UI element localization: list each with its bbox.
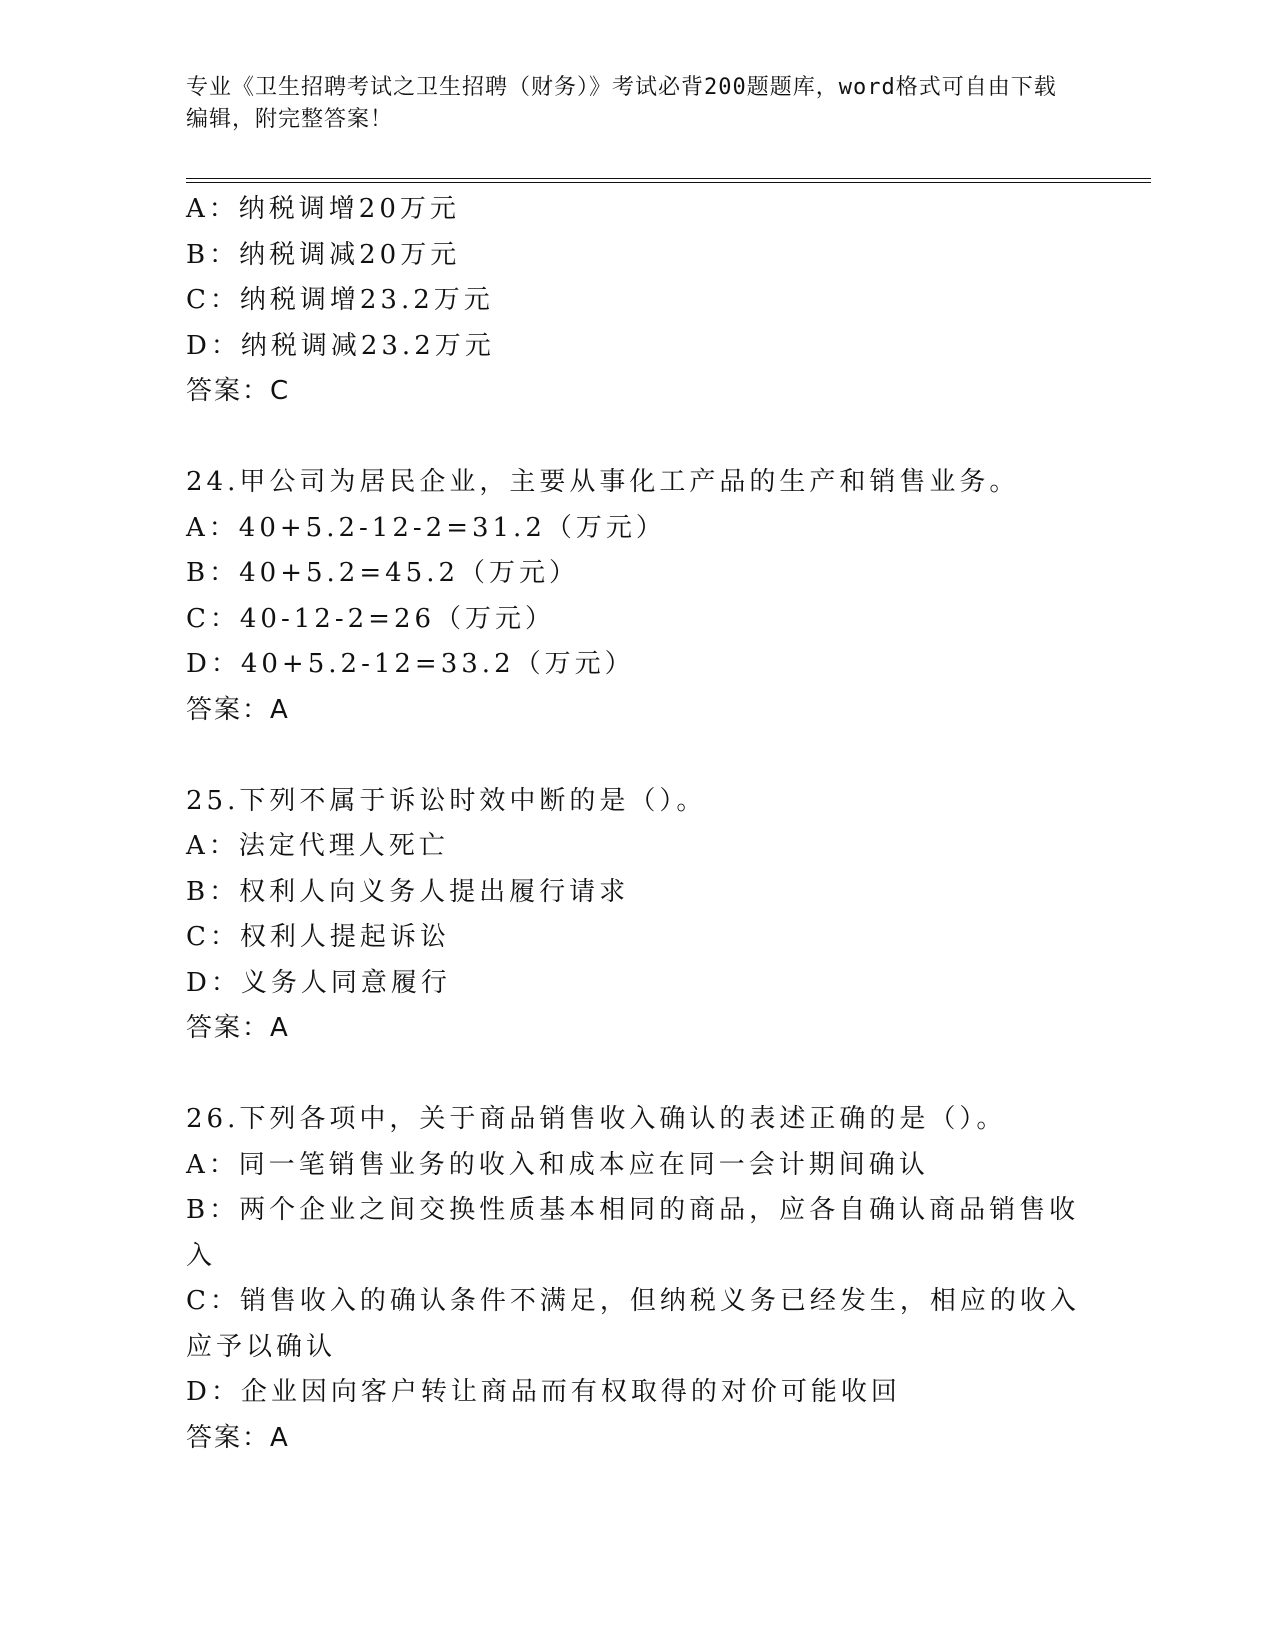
option-d: D：纳税调减23.2万元: [186, 330, 495, 361]
option-d: D：40+5.2-12=33.2（万元）: [186, 649, 635, 679]
question-block: [186, 460, 1086, 733]
answer-text: 答案：C: [186, 376, 291, 406]
option-d: D：企业因向客户转让商品而有权取得的对价可能收回: [186, 1377, 901, 1407]
option-a: A：40+5.2-12-2=31.2（万元）: [186, 512, 666, 543]
question-block: [186, 779, 1086, 1052]
question-stem: 26.下列各项中，关于商品销售收入确认的表述正确的是（）。: [186, 1104, 1007, 1134]
option-d: D：义务人同意履行: [186, 967, 451, 998]
option-b: B：两个企业之间交换性质基本相同的商品，应各自确认商品销售收入: [186, 1195, 1080, 1271]
answer-text: 答案：A: [186, 1013, 290, 1043]
question-stem: 25.下列不属于诉讼时效中断的是（）。: [186, 785, 707, 816]
question-block: [186, 187, 1086, 415]
option-b: B：纳税调减20万元: [186, 239, 461, 270]
header-divider-top: [186, 178, 1151, 179]
question-block: [186, 1097, 1086, 1461]
option-a: A：同一笔销售业务的收入和成本应在同一会计期间确认: [186, 1149, 929, 1180]
option-c: C：40-12-2=26（万元）: [186, 603, 556, 634]
header-divider-bottom: [186, 182, 1151, 183]
question-list: [186, 187, 1086, 1507]
document-header: 专业《卫生招聘考试之卫生招聘（财务）》考试必背200题题库，word格式可自由下载编辑，附完整答案！: [186, 75, 1057, 132]
option-c: C：权利人提起诉讼: [186, 922, 450, 952]
option-c: C：销售收入的确认条件不满足，但纳税义务已经发生，相应的收入应予以确认: [186, 1286, 1080, 1362]
answer-text: 答案：A: [186, 694, 290, 725]
option-b: B：40+5.2=45.2（万元）: [186, 558, 580, 588]
answer-text: 答案：A: [186, 1422, 290, 1453]
question-stem: 24.甲公司为居民企业，主要从事化工产品的生产和销售业务。: [186, 467, 1020, 497]
option-b: B：权利人向义务人提出履行请求: [186, 876, 630, 907]
option-a: A：法定代理人死亡: [186, 831, 449, 861]
option-c: C：纳税调增23.2万元: [186, 285, 494, 315]
option-a: A：纳税调增20万元: [186, 194, 460, 224]
